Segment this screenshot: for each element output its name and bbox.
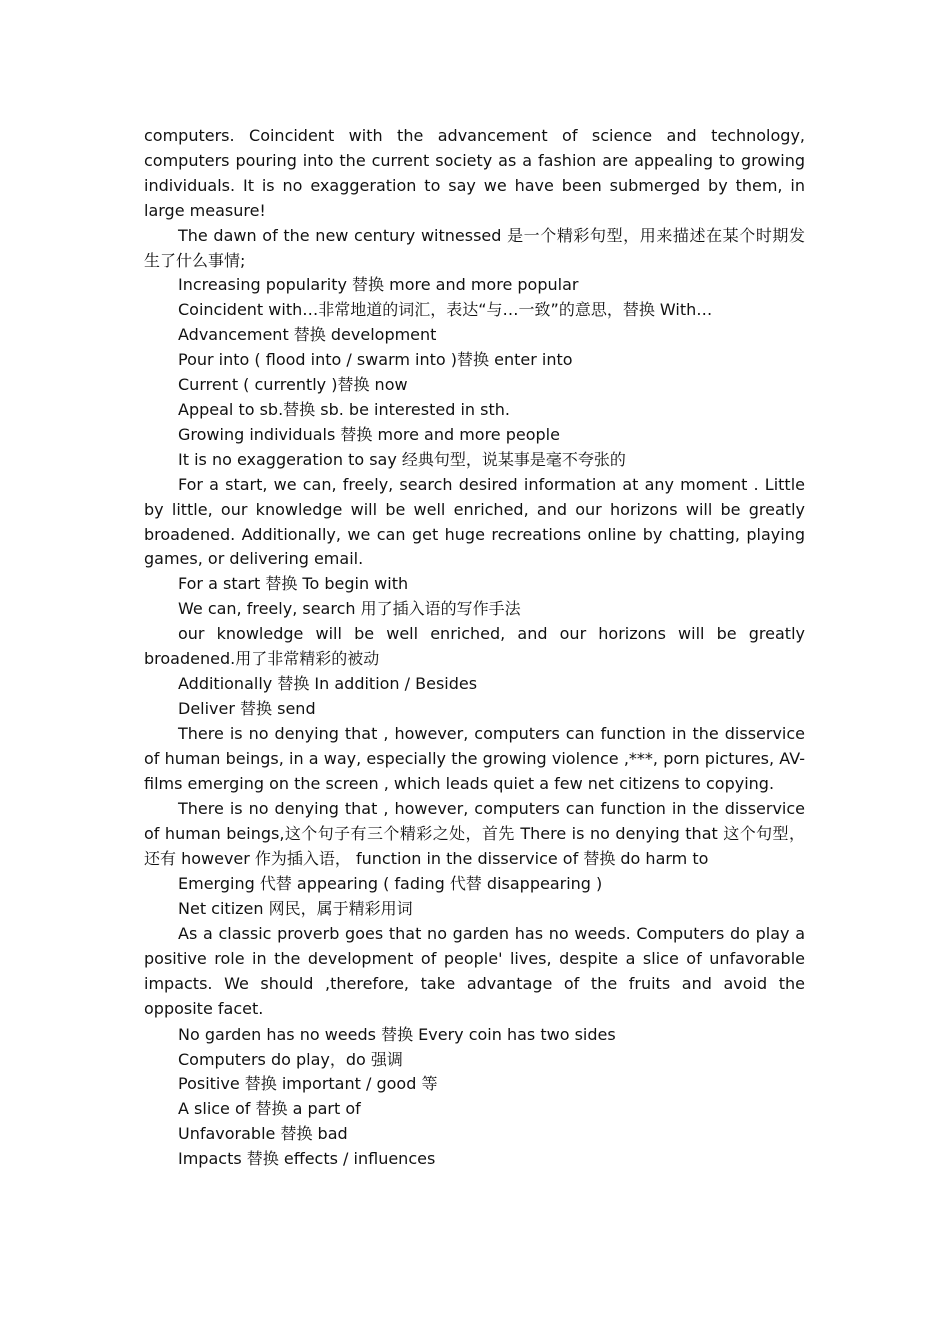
note-knowledge-enriched: our knowledge will be well enriched, and our horizons will be greatly broadened.用了非常精彩的被动 [144,624,805,669]
paragraph-no-denying: There is no denying that , however, computers can function in the disservice of human beings, in a way, especially the growing violence ,***, porn pictures, AV-films emerging on the screen , which leads quiet a few net citizens to copying. [144,723,805,793]
note-no-denying: There is no denying that , however, computers can function in the disservice of human beings,这个句子有三个精彩之处，首先 There is no denying that 这个句型，还有 however 作为插入语， function in the disservice of 替换 do harm to [144,799,805,869]
note-computers-do-play: Computers do play，do 强调 [178,1049,403,1069]
note-additionally: Additionally 替换 In addition / Besides [178,673,478,693]
note-coincident-with: Coincident with…非常地道的词汇，表达“与…一致”的意思，替换 With… [178,300,713,320]
note-we-can-freely: We can, freely, search 用了插入语的写作手法 [178,599,521,619]
note-deliver: Deliver 替换 send [178,698,316,718]
note-no-exaggeration: It is no exaggeration to say 经典句型，说某事是毫不夸张的 [178,449,626,469]
note-unfavorable: Unfavorable 替换 bad [178,1124,348,1144]
note-pour-into: Pour into ( flood into / swarm into )替换 enter into [178,350,573,370]
note-for-a-start: For a start 替换 To begin with [178,574,409,594]
note-advancement: Advancement 替换 development [178,325,437,345]
note-appeal-to: Appeal to sb.替换 sb. be interested in sth. [178,399,510,419]
paragraph-classic-proverb: As a classic proverb goes that no garden has no weeds. Computers do play a positive role in the development of people' lives, despite a slice of unfavorable impacts. We should ,therefore, take advantage of the fruits and avoid the opposite facet. [144,924,805,1018]
note-no-garden: No garden has no weeds 替换 Every coin has two sides [178,1024,616,1044]
note-dawn-new-century: The dawn of the new century witnessed 是一个精彩句型，用来描述在某个时期发生了什么事情; [144,225,805,270]
note-growing-individuals: Growing individuals 替换 more and more people [178,424,560,444]
note-impacts: Impacts 替换 effects / influences [178,1149,436,1169]
note-net-citizen: Net citizen 网民，属于精彩用词 [178,899,413,919]
paragraph-for-a-start: For a start, we can, freely, search desired information at any moment . Little by little, our knowledge will be well enriched, and our horizons will be greatly broadened. Additionally, we can get huge recreations online by chatting, playing games, or delivering email. [144,474,805,569]
note-increasing-popularity: Increasing popularity 替换 more and more popular [178,275,579,295]
document-page [144,124,805,1172]
note-current: Current ( currently )替换 now [178,375,408,395]
note-emerging: Emerging 代替 appearing ( fading 代替 disappearing ) [178,874,603,894]
note-positive: Positive 替换 important / good 等 [178,1074,438,1094]
note-a-slice-of: A slice of 替换 a part of [178,1099,361,1119]
paragraph-computers-intro: computers. Coincident with the advancement of science and technology, computers pouring into the current society as a fashion are appealing to growing individuals. It is no exaggeration to say we have been submerged by them, in large measure! [144,126,805,220]
